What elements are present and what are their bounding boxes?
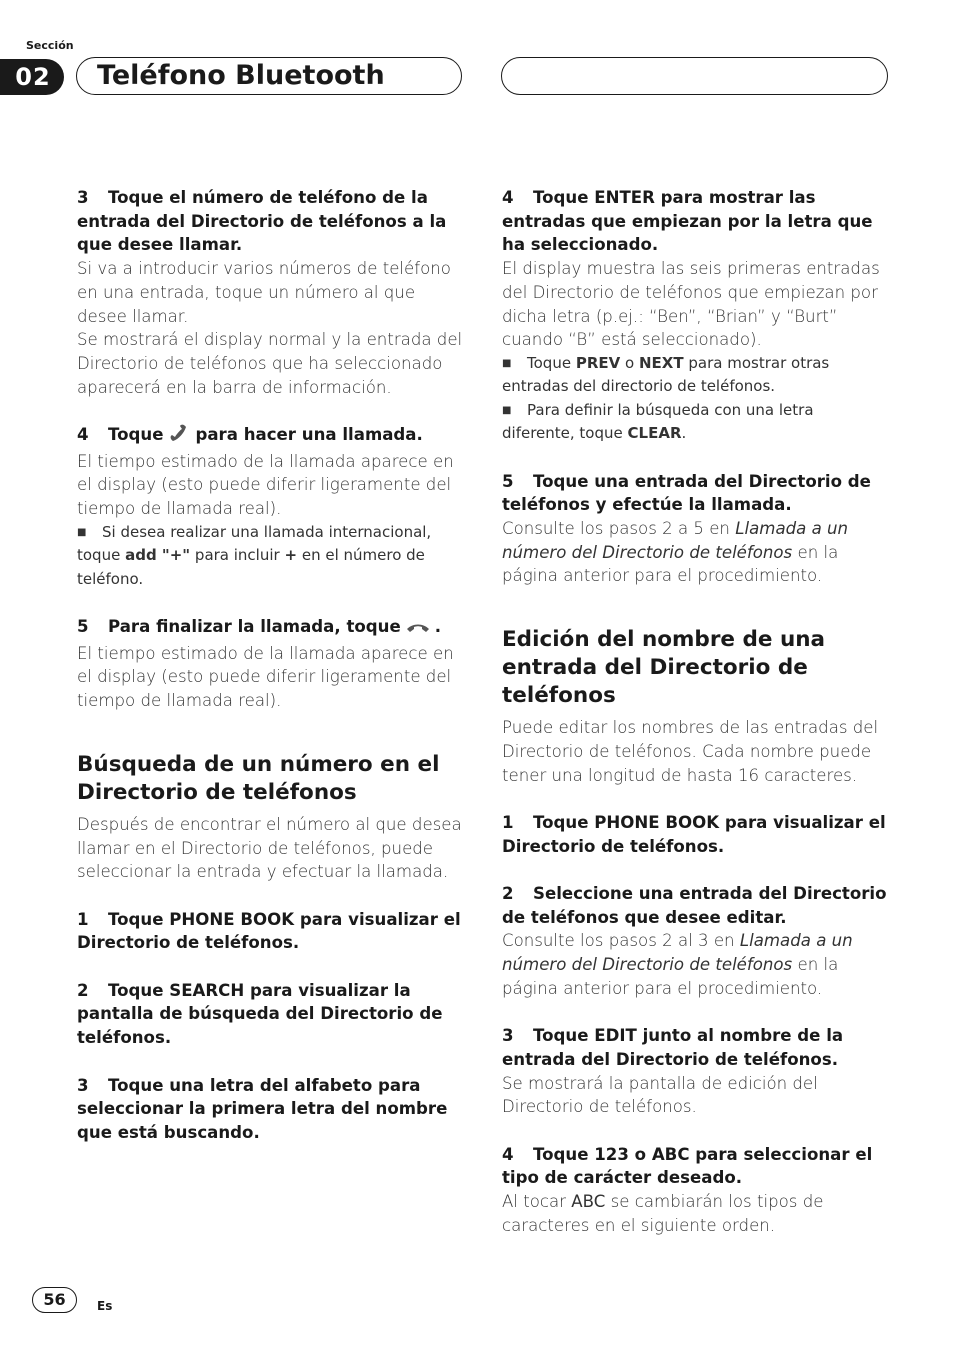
edit-step-2-text: Consulte los pasos 2 al 3 en Llamada a un número del Directorio de teléfonos en la página anterior para el procedimiento. (502, 931, 853, 998)
chapter-title: Teléfono Bluetooth (97, 60, 385, 91)
section-label: Sección (26, 39, 74, 52)
left-column (77, 186, 465, 1145)
step-5-end-call: 5 Para finalizar la llamada, toque . (77, 615, 465, 642)
hang-up-icon (405, 618, 431, 642)
step-4-note: ■ Si desea realizar una llamada internacional, toque add "+" para incluir + en el número de teléfono. (77, 522, 432, 588)
step-4-call: 4 Toque para hacer una llamada. (77, 423, 465, 450)
edit-step-3-text: Se mostrará la pantalla de edición del Directorio de teléfonos. (502, 1073, 818, 1117)
search-step-5-text: Consulte los pasos 2 a 5 en Llamada a un número del Directorio de teléfonos en la página anterior para el procedimiento. (502, 519, 849, 586)
edit-step-2: 2 Seleccione una entrada del Directorio de teléfonos que desee editar. (502, 884, 887, 927)
step-3-phone-number: 3 Toque el número de teléfono de la entrada del Directorio de teléfonos a la que desee llamar. (77, 188, 447, 255)
step-3-text-1: Si va a introducir varios números de teléfono en una entrada, toque un número al que desee llamar. (77, 259, 451, 326)
search-step-3: 3 Toque una letra del alfabeto para seleccionar la primera letra del nombre que está buscando. (77, 1075, 448, 1142)
edit-intro: Puede editar los nombres de las entradas del Directorio de teléfonos. Cada nombre puede tener una longitud de hasta 16 caracteres. (502, 718, 879, 785)
edit-step-3: 3 Toque EDIT junto al nombre de la entrada del Directorio de teléfonos. (502, 1026, 844, 1069)
step-3-text-2: Se mostrará el display normal y la entrada del Directorio de teléfonos que ha seleccionado aparecerá en la barra de información. (77, 330, 463, 397)
phone-handset-icon (167, 423, 191, 450)
search-intro: Después de encontrar el número al que desea llamar en el Directorio de teléfonos, puede seleccionar la entrada y efectuar la llamada. (77, 814, 462, 882)
search-step-2: 2 Toque SEARCH para visualizar la pantalla de búsqueda del Directorio de teléfonos. (77, 980, 443, 1048)
search-step-1: 1 Toque PHONE BOOK para visualizar el Directorio de teléfonos. (77, 909, 461, 953)
language-label: Es (97, 1299, 113, 1313)
heading-search: Búsqueda de un número en el Directorio de teléfonos (77, 751, 440, 805)
page-number: 56 (32, 1287, 77, 1313)
edit-step-4: 4 Toque 123 o ABC para seleccionar el tipo de carácter deseado. (502, 1144, 873, 1188)
edit-step-1: 1 Toque PHONE BOOK para visualizar el Directorio de teléfonos. (502, 812, 886, 856)
section-number-badge: 02 (0, 59, 64, 95)
right-column (502, 186, 890, 1238)
note-clear: ■ Para definir la búsqueda con una letra diferente, toque CLEAR. (502, 400, 814, 443)
header-empty-box (501, 57, 888, 95)
search-step-4: 4 Toque ENTER para mostrar las entradas que empiezan por la letra que ha seleccionado. (502, 188, 873, 255)
search-step-5: 5 Toque una entrada del Directorio de teléfonos y efectúe la llamada. (502, 471, 871, 515)
note-prev-next: ■ Toque PREV o NEXT para mostrar otras entradas del directorio de teléfonos. (502, 353, 830, 396)
heading-edit: Edición del nombre de una entrada del Directorio de teléfonos (502, 627, 826, 709)
chapter-title-box (76, 57, 462, 95)
step-5-text: El tiempo estimado de la llamada aparece en el display (esto puede diferir ligeramente del tiempo de llamada real). (77, 643, 454, 711)
edit-step-4-text: Al tocar ABC se cambiarán los tipos de caracteres en el siguiente orden. (502, 1192, 824, 1235)
search-step-4-text: El display muestra las seis primeras entradas del Directorio de teléfonos que empiezan por dicha letra (p.ej.: “Ben”, “Brian” y “Burt” cuando “B” está seleccionado). (502, 259, 880, 350)
step-4-text: El tiempo estimado de la llamada aparece en el display (esto puede diferir ligeramente del tiempo de llamada real). (77, 451, 454, 519)
